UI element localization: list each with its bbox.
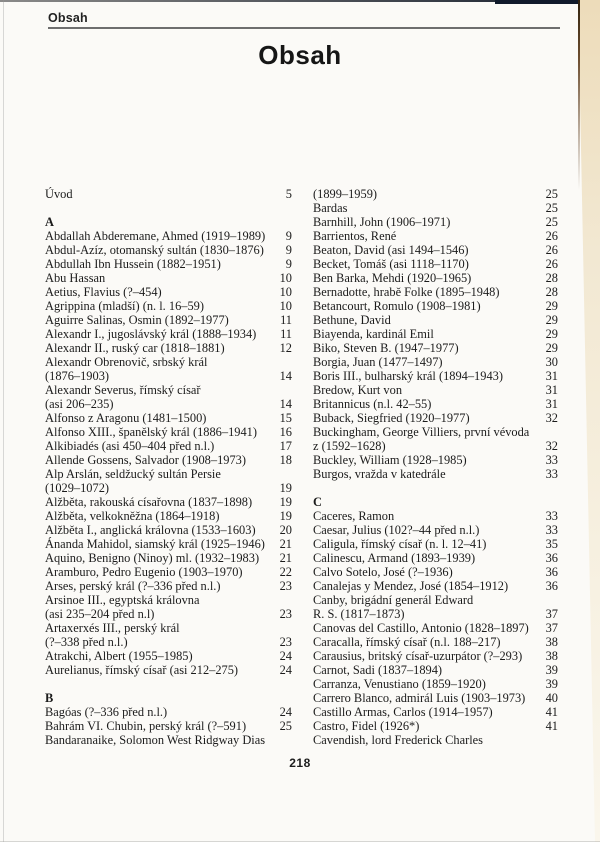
header-rule: [48, 27, 560, 29]
entry-page-number: 10: [279, 285, 292, 299]
toc-entry: [45, 607, 292, 621]
toc-column-right: [313, 187, 558, 747]
entry-page-number: 29: [545, 327, 558, 341]
toc-entry: [45, 509, 292, 523]
entry-text: (1029–1072): [45, 481, 110, 495]
entry-page-number: 22: [279, 565, 292, 579]
entry-page-number: 21: [279, 551, 292, 565]
entry-text: Alexandr Severus, římský císař: [45, 383, 201, 397]
toc-entry: [313, 383, 558, 397]
toc-entry: [45, 425, 292, 439]
entry-text: Bethune, David: [313, 313, 391, 327]
entry-page-number: 32: [545, 439, 558, 453]
toc-entry: [45, 621, 292, 635]
toc-entry: [45, 355, 292, 369]
entry-page-number: 21: [279, 537, 292, 551]
toc-entry: [45, 481, 292, 495]
toc-entry: [313, 705, 558, 719]
entry-page-number: 29: [545, 313, 558, 327]
entry-text: Buckingham, George Villiers, první vévoda: [313, 425, 530, 439]
entry-text: Betancourt, Romulo (1908–1981): [313, 299, 481, 313]
toc-entry: [45, 383, 292, 397]
entry-page-number: 24: [279, 649, 292, 663]
toc-entry: [313, 313, 558, 327]
entry-page-number: 28: [545, 271, 558, 285]
entry-text: Canovas del Castillo, Antonio (1828–1897): [313, 621, 529, 635]
entry-text: Alfonso z Aragonu (1481–1500): [45, 411, 207, 425]
entry-text: Barnhill, John (1906–1971): [313, 215, 451, 229]
toc-entry: [313, 215, 558, 229]
entry-text: Abdullah Ibn Hussein (1882–1951): [45, 257, 221, 271]
entry-text: Alexandr II., ruský car (1818–1881): [45, 341, 225, 355]
entry-page-number: 36: [545, 565, 558, 579]
entry-page-number: 33: [545, 509, 558, 523]
entry-page-number: 17: [279, 439, 292, 453]
entry-text: Castro, Fidel (1926*): [313, 719, 420, 733]
entry-text: Ben Barka, Mehdi (1920–1965): [313, 271, 472, 285]
toc-entry: [313, 523, 558, 537]
entry-text: Alžběta I., anglická královna (1533–1603): [45, 523, 256, 537]
entry-page-number: 39: [545, 677, 558, 691]
entry-page-number: 10: [279, 299, 292, 313]
entry-page-number: 33: [545, 453, 558, 467]
entry-text: Bardas: [313, 201, 348, 215]
entry-page-number: 10: [279, 271, 292, 285]
toc-entry: [313, 201, 558, 215]
toc-entry: [313, 593, 558, 607]
toc-entry: [45, 439, 292, 453]
entry-page-number: 20: [279, 523, 292, 537]
entry-text: Barrientos, René: [313, 229, 397, 243]
entry-text: Caceres, Ramon: [313, 509, 395, 523]
entry-text: Aquino, Benigno (Ninoy) ml. (1932–1983): [45, 551, 260, 565]
entry-text: (asi 206–235): [45, 397, 114, 411]
entry-text: Aramburo, Pedro Eugenio (1903–1970): [45, 565, 243, 579]
entry-text: Abu Hassan: [45, 271, 106, 285]
toc-entry: [313, 187, 558, 201]
entry-text: Caesar, Julius (102?–44 před n.l.): [313, 523, 480, 537]
entry-page-number: 16: [279, 425, 292, 439]
entry-page-number: 36: [545, 551, 558, 565]
entry-text: Canby, brigádní generál Edward: [313, 593, 474, 607]
entry-text: (asi 235–204 před n.l): [45, 607, 155, 621]
entry-page-number: 24: [279, 663, 292, 677]
entry-text: Allende Gossens, Salvador (1908–1973): [45, 453, 246, 467]
entry-page-number: 26: [545, 229, 558, 243]
entry-page-number: 35: [545, 537, 558, 551]
toc-entry: [313, 579, 558, 593]
entry-page-number: 39: [545, 663, 558, 677]
footer-page-number: 218: [289, 756, 311, 770]
entry-page-number: 33: [545, 523, 558, 537]
row-spacer: [45, 677, 292, 691]
entry-text: B: [45, 691, 54, 705]
toc-entry: [45, 579, 292, 593]
entry-text: Boris III., bulharský král (1894–1943): [313, 369, 503, 383]
entry-text: Canalejas y Mendez, José (1854–1912): [313, 579, 509, 593]
toc-entry: [313, 621, 558, 635]
entry-page-number: 25: [545, 215, 558, 229]
entry-page-number: 14: [279, 397, 292, 411]
entry-page-number: 26: [545, 243, 558, 257]
entry-text: Britannicus (n.l. 42–55): [313, 397, 432, 411]
entry-text: Bahrám VI. Chubin, perský král (?–591): [45, 719, 247, 733]
toc-entry: [45, 229, 292, 243]
section-heading: [45, 215, 292, 229]
toc-entry: [313, 453, 558, 467]
toc-entry: [45, 243, 292, 257]
section-heading: [313, 495, 558, 509]
toc-entry: [45, 397, 292, 411]
toc-entry: [45, 411, 292, 425]
entry-page-number: 32: [545, 411, 558, 425]
toc-entry: [45, 341, 292, 355]
toc-entry: [45, 285, 292, 299]
entry-text: Alexandr Obrenovič, srbský král: [45, 355, 208, 369]
entry-text: Bagóas (?–336 před n.l.): [45, 705, 168, 719]
toc-entry: [313, 341, 558, 355]
toc-entry: [313, 271, 558, 285]
toc-column-left: [45, 187, 292, 747]
toc-entry: [45, 705, 292, 719]
entry-text: C: [313, 495, 322, 509]
entry-text: Agrippina (mladší) (n. l. 16–59): [45, 299, 204, 313]
entry-text: Buckley, William (1928–1985): [313, 453, 467, 467]
entry-page-number: 33: [545, 467, 558, 481]
toc-entry: [313, 299, 558, 313]
toc-entry: [45, 257, 292, 271]
entry-text: Alexandr I., jugoslávský král (1888–1934): [45, 327, 257, 341]
entry-text: Bernadotte, hrabě Folke (1895–1948): [313, 285, 500, 299]
entry-page-number: 9: [285, 229, 292, 243]
entry-text: Becket, Tomáš (asi 1118–1170): [313, 257, 469, 271]
entry-page-number: 14: [279, 369, 292, 383]
toc-entry: [313, 439, 558, 453]
entry-page-number: 40: [545, 691, 558, 705]
entry-text: Bredow, Kurt von: [313, 383, 403, 397]
entry-page-number: 31: [545, 383, 558, 397]
toc-entry: [45, 551, 292, 565]
toc-entry: [313, 551, 558, 565]
toc-entry: [313, 285, 558, 299]
toc-entry: [313, 509, 558, 523]
entry-text: Alkibiadés (asi 450–404 před n.l.): [45, 439, 215, 453]
running-head: Obsah: [48, 11, 88, 25]
toc-entry: [313, 257, 558, 271]
entry-page-number: 23: [279, 607, 292, 621]
entry-page-number: 19: [279, 509, 292, 523]
entry-page-number: 30: [545, 355, 558, 369]
toc-entry: [45, 649, 292, 663]
entry-page-number: 31: [545, 397, 558, 411]
entry-page-number: 12: [279, 341, 292, 355]
entry-text: z (1592–1628): [313, 439, 386, 453]
entry-text: Abdallah Abderemane, Ahmed (1919–1989): [45, 229, 266, 243]
entry-page-number: 25: [545, 187, 558, 201]
entry-text: Ánanda Mahidol, siamský král (1925–1946): [45, 537, 265, 551]
entry-page-number: 28: [545, 285, 558, 299]
entry-text: Beaton, David (asi 1494–1546): [313, 243, 469, 257]
entry-text: Carranza, Venustiano (1859–1920): [313, 677, 486, 691]
toc-entry: [45, 523, 292, 537]
toc-entry: [45, 467, 292, 481]
entry-text: Alfonso XIII., španělský král (1886–1941): [45, 425, 257, 439]
entry-text: Buback, Siegfried (1920–1977): [313, 411, 470, 425]
entry-page-number: 24: [279, 705, 292, 719]
toc-entry: [313, 425, 558, 439]
entry-page-number: 38: [545, 649, 558, 663]
toc-entry: [313, 677, 558, 691]
entry-page-number: 11: [280, 313, 292, 327]
entry-text: Aurelianus, římský císař (asi 212–275): [45, 663, 239, 677]
entry-page-number: 9: [285, 243, 292, 257]
toc-entry: [313, 229, 558, 243]
entry-page-number: 19: [279, 481, 292, 495]
entry-text: Calvo Sotelo, José (?–1936): [313, 565, 453, 579]
entry-text: Burgos, vražda v katedrále: [313, 467, 446, 481]
entry-text: Alžběta, rakouská císařovna (1837–1898): [45, 495, 253, 509]
toc-entry: [313, 243, 558, 257]
toc-entry: [313, 411, 558, 425]
entry-text: Artaxerxés III., perský král: [45, 621, 180, 635]
toc-entry: [45, 537, 292, 551]
entry-page-number: 41: [545, 705, 558, 719]
toc-entry: [313, 327, 558, 341]
toc-entry: [313, 733, 558, 747]
entry-text: Carnot, Sadi (1837–1894): [313, 663, 443, 677]
entry-text: (1899–1959): [313, 187, 378, 201]
entry-text: Arses, perský král (?–336 před n.l.): [45, 579, 221, 593]
entry-text: Castillo Armas, Carlos (1914–1957): [313, 705, 493, 719]
entry-text: Aetius, Flavius (?–454): [45, 285, 162, 299]
entry-page-number: 26: [545, 257, 558, 271]
entry-text: (?–338 před n.l.): [45, 635, 128, 649]
toc-entry: [45, 635, 292, 649]
entry-text: Carausius, britský císař-uzurpátor (?–293): [313, 649, 523, 663]
toc-entry: [313, 719, 558, 733]
entry-text: Borgia, Juan (1477–1497): [313, 355, 443, 369]
entry-page-number: 38: [545, 635, 558, 649]
entry-text: Caligula, římský císař (n. l. 12–41): [313, 537, 487, 551]
entry-text: Carrero Blanco, admirál Luis (1903–1973): [313, 691, 526, 705]
toc-entry: [313, 565, 558, 579]
scan-right-edge-line: [578, 0, 580, 190]
entry-page-number: 19: [279, 495, 292, 509]
entry-page-number: 41: [545, 719, 558, 733]
toc-entry: [313, 649, 558, 663]
entry-text: Alžběta, velkokněžna (1864–1918): [45, 509, 220, 523]
entry-page-number: 25: [545, 201, 558, 215]
entry-page-number: 31: [545, 369, 558, 383]
entry-page-number: 37: [545, 621, 558, 635]
toc-entry: [313, 607, 558, 621]
entry-page-number: 18: [279, 453, 292, 467]
entry-page-number: 23: [279, 579, 292, 593]
toc-entry: [45, 369, 292, 383]
entry-text: Alp Arslán, seldžucký sultán Persie: [45, 467, 221, 481]
toc-entry: [45, 733, 292, 747]
scan-left-edge: [3, 0, 4, 842]
entry-text: Caracalla, římský císař (n.l. 188–217): [313, 635, 501, 649]
entry-page-number: 29: [545, 299, 558, 313]
entry-page-number: 11: [280, 327, 292, 341]
entry-page-number: 15: [279, 411, 292, 425]
entry-page-number: 25: [279, 719, 292, 733]
toc-entry: [45, 453, 292, 467]
toc-entry: [45, 663, 292, 677]
entry-page-number: 9: [285, 257, 292, 271]
entry-text: Aguirre Salinas, Osmin (1892–1977): [45, 313, 229, 327]
entry-text: Biayenda, kardinál Emil: [313, 327, 434, 341]
entry-text: Cavendish, lord Frederick Charles: [313, 733, 483, 747]
toc-entry: [45, 719, 292, 733]
section-heading: [45, 691, 292, 705]
toc-entry: [313, 355, 558, 369]
entry-text: Arsinoe III., egyptská královna: [45, 593, 200, 607]
entry-text: A: [45, 215, 54, 229]
entry-text: Atrakchi, Albert (1955–1985): [45, 649, 193, 663]
toc-entry: [45, 327, 292, 341]
entry-page-number: 5: [285, 187, 292, 201]
toc-entry: [313, 397, 558, 411]
entry-page-number: 29: [545, 341, 558, 355]
page-title: Obsah: [258, 40, 342, 70]
toc-entry: [45, 271, 292, 285]
toc-entry: [313, 537, 558, 551]
entry-page-number: 37: [545, 607, 558, 621]
entry-text: (1876–1903): [45, 369, 110, 383]
toc-entry: [45, 593, 292, 607]
toc-entry: [313, 467, 558, 481]
toc-entry: [45, 495, 292, 509]
toc-entry: [313, 635, 558, 649]
entry-text: Abdul-Azíz, otomanský sultán (1830–1876): [45, 243, 264, 257]
entry-page-number: 23: [279, 635, 292, 649]
toc-entry: [313, 691, 558, 705]
toc-entry: [313, 663, 558, 677]
toc-entry: [45, 565, 292, 579]
entry-page-number: 36: [545, 579, 558, 593]
toc-entry: [45, 299, 292, 313]
entry-text: R. S. (1817–1873): [313, 607, 405, 621]
entry-text: Úvod: [45, 187, 73, 201]
toc-entry: [45, 187, 292, 201]
entry-text: Biko, Steven B. (1947–1977): [313, 341, 459, 355]
entry-text: Calinescu, Armand (1893–1939): [313, 551, 476, 565]
row-spacer: [45, 201, 292, 215]
entry-text: Bandaranaike, Solomon West Ridgway Dias: [45, 733, 266, 747]
row-spacer: [313, 481, 558, 495]
toc-entry: [313, 369, 558, 383]
toc-entry: [45, 313, 292, 327]
